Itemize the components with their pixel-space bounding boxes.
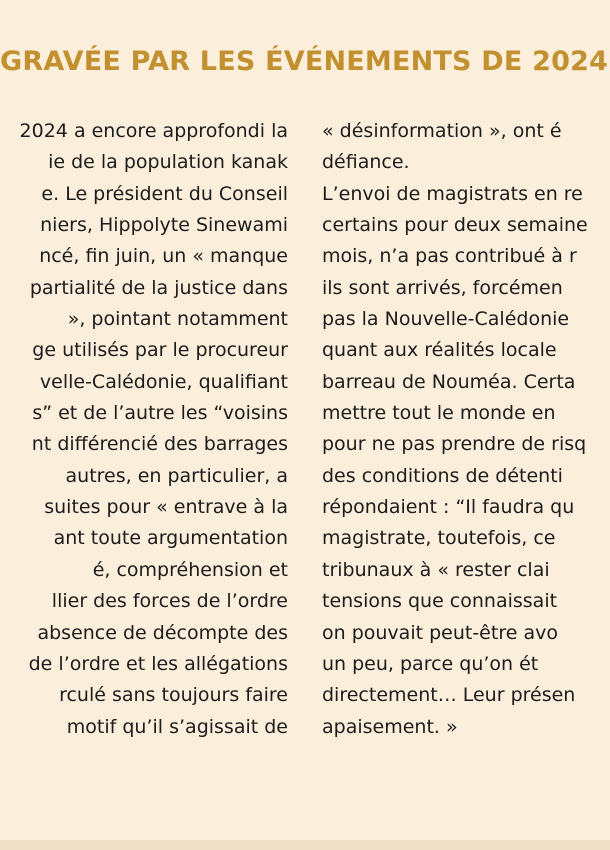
text-line: absence de décompte des [37, 621, 288, 644]
text-line: défiance. [322, 151, 410, 174]
text-line: répondaient : “Il faudra qu [322, 496, 575, 519]
text-line: directement… Leur présen [322, 684, 576, 707]
left-column [20, 116, 288, 743]
text-line: quant aux réalités locale [322, 339, 557, 362]
text-line: », pointant notamment [67, 308, 288, 331]
text-line: 2024 a encore approfondi la [19, 120, 288, 142]
text-line: certains pour deux semaine [322, 214, 588, 237]
text-line: magistrate, toutefois, ce [322, 527, 556, 550]
text-line: tensions que connaissait [322, 590, 558, 613]
text-line: pas la Nouvelle-Calédonie [322, 308, 570, 331]
text-line: ant toute argumentation [53, 527, 288, 550]
text-line: autres, en particulier, a [65, 464, 288, 487]
text-line: niers, Hippolyte Sinewami [40, 214, 288, 237]
text-line: s” et de l’autre les “voisins [32, 402, 288, 425]
text-line: « désinformation », ont é [322, 120, 562, 142]
text-line: de l’ordre et les allégations [28, 652, 288, 675]
text-line: ncé, fin juin, un « manque [39, 245, 288, 268]
text-line: motif qu’il s’agissait de [66, 715, 288, 738]
text-line: pour ne pas prendre de risq [322, 433, 587, 456]
text-line: ge utilisés par le procureur [32, 339, 288, 362]
text-line: barreau de Nouméa. Certa [322, 370, 576, 393]
text-line: un peu, parce qu’on ét [322, 652, 539, 675]
text-line: partialité de la justice dans [29, 276, 288, 299]
text-line: on pouvait peut-être avo [322, 621, 558, 644]
right-column [322, 116, 610, 743]
text-line: tribunaux à « rester clai [322, 558, 550, 581]
section-heading: GRAVÉE PAR LES ÉVÉNEMENTS DE 2024 [0, 46, 609, 77]
text-line: suites pour « entrave à la [44, 496, 288, 519]
text-line: nt différencié des barrages [31, 433, 288, 456]
page-bottom-band [0, 840, 610, 850]
text-line: L’envoi de magistrats en re [322, 182, 583, 205]
text-line: rculé sans toujours faire [59, 684, 288, 707]
text-line: des conditions de détenti [322, 464, 563, 487]
text-line: velle-Calédonie, qualifiant [39, 370, 288, 393]
text-line: apaisement. » [322, 715, 458, 738]
text-line: ils sont arrivés, forcémen [322, 276, 563, 299]
text-line: é, compréhension et [92, 558, 288, 581]
text-line: llier des forces de l’ordre [51, 590, 288, 613]
text-line: ie de la population kanak [48, 151, 288, 174]
text-line: mois, n’a pas contribué à r [322, 245, 577, 268]
text-line: mettre tout le monde en [322, 402, 556, 425]
text-line: e. Le président du Conseil [41, 182, 288, 205]
